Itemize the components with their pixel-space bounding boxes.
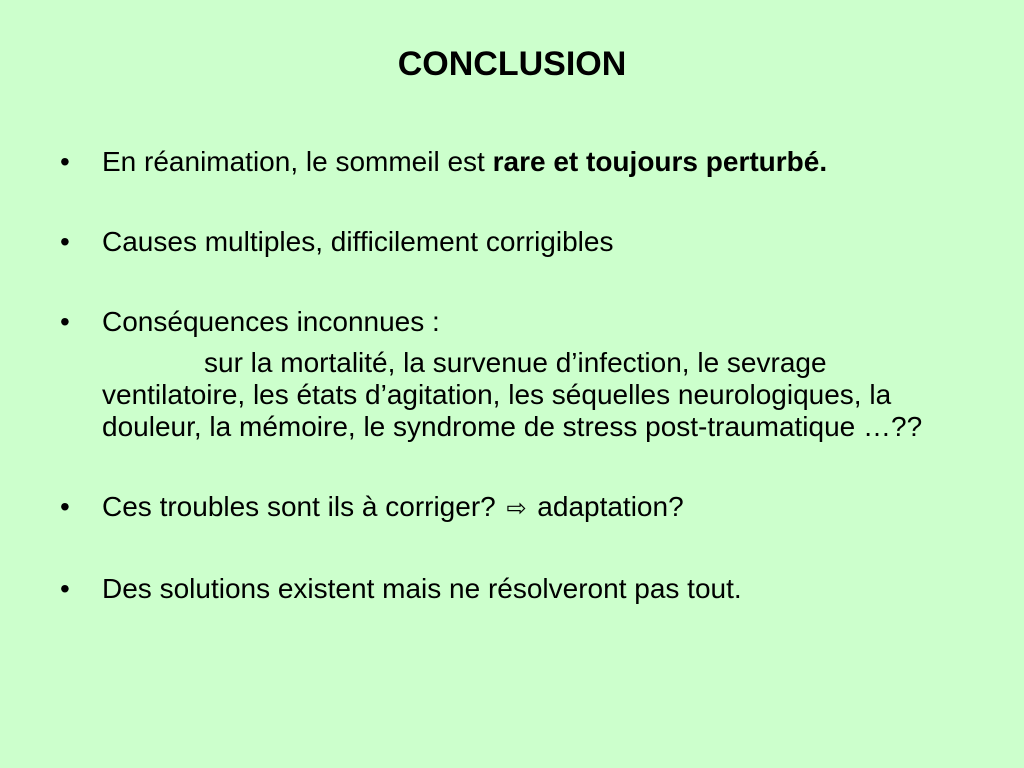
- bullet-correction: [60, 491, 960, 525]
- bullet-mark: •: [60, 226, 70, 257]
- bullet-detail: sur la mortalité, la survenue d’infection, le sevrage ventilatoire, les états d’agitation, les séquelles neurologiques, la douleur, la mémoire, le syndrome de stress post-traumatique …??: [102, 347, 923, 442]
- bullet-emphasis: rare et toujours perturbé.: [492, 146, 828, 177]
- right-arrow-icon: ⇨: [506, 495, 527, 522]
- bullet-text: Des solutions existent mais ne résolveront pas tout.: [102, 573, 742, 604]
- bullet-text: Ces troubles sont ils à corriger?: [102, 491, 504, 522]
- bullet-list: [60, 146, 960, 605]
- slide-title: CONCLUSION: [397, 45, 627, 83]
- bullet-consequences: [60, 306, 960, 443]
- bullet-causes: [60, 226, 960, 258]
- bullet-mark: •: [60, 146, 70, 177]
- bullet-solutions: [60, 573, 960, 605]
- bullet-text: adaptation?: [529, 491, 684, 522]
- bullet-mark: •: [60, 573, 70, 604]
- bullet-text: Conséquences inconnues :: [102, 306, 440, 337]
- bullet-mark: •: [60, 306, 70, 337]
- bullet-mark: •: [60, 491, 70, 522]
- bullet-sleep: [60, 146, 960, 178]
- bullet-text: En réanimation, le sommeil est: [102, 146, 493, 177]
- bullet-text: Causes multiples, difficilement corrigibles: [102, 226, 614, 257]
